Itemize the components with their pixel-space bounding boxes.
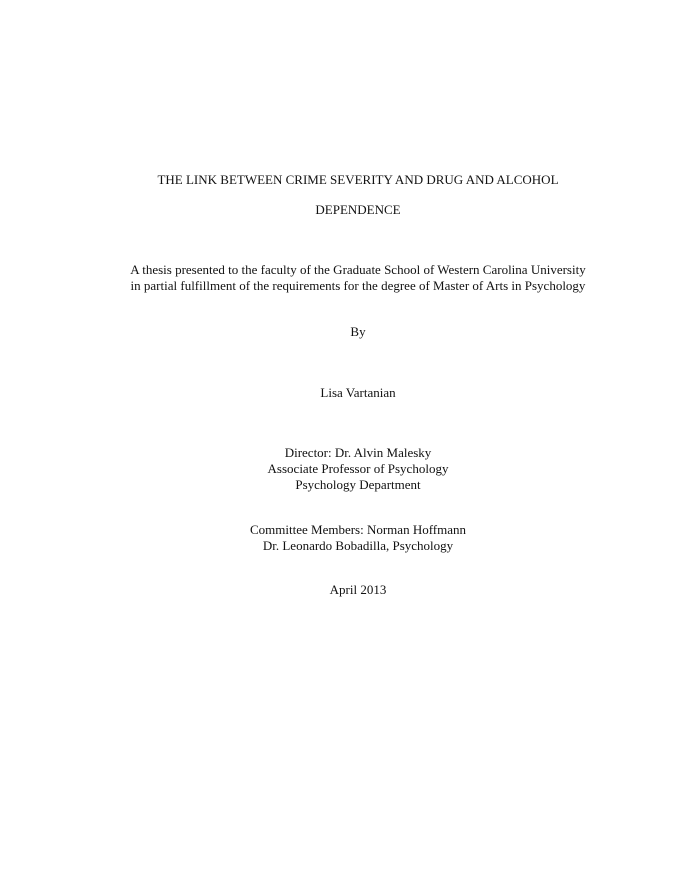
committee-members-line: Committee Members: Norman Hoffmann xyxy=(249,522,467,537)
thesis-title-line-1: THE LINK BETWEEN CRIME SEVERITY AND DRUG AND ALCOHOL xyxy=(157,172,559,187)
thesis-description-line-1: A thesis presented to the faculty of the Graduate School of Western Carolina University xyxy=(130,262,586,277)
thesis-title-line-2: DEPENDENCE xyxy=(315,202,401,217)
submission-date: April 2013 xyxy=(329,582,387,597)
author-name: Lisa Vartanian xyxy=(320,385,396,400)
thesis-description-line-2: in partial fulfillment of the requirements for the degree of Master of Arts in Psychology xyxy=(130,278,586,293)
committee-member-2: Dr. Leonardo Bobadilla, Psychology xyxy=(262,538,454,553)
by-label: By xyxy=(350,324,366,339)
director-line: Director: Dr. Alvin Malesky xyxy=(284,445,432,460)
director-department: Psychology Department xyxy=(295,477,421,492)
director-title: Associate Professor of Psychology xyxy=(267,461,449,476)
